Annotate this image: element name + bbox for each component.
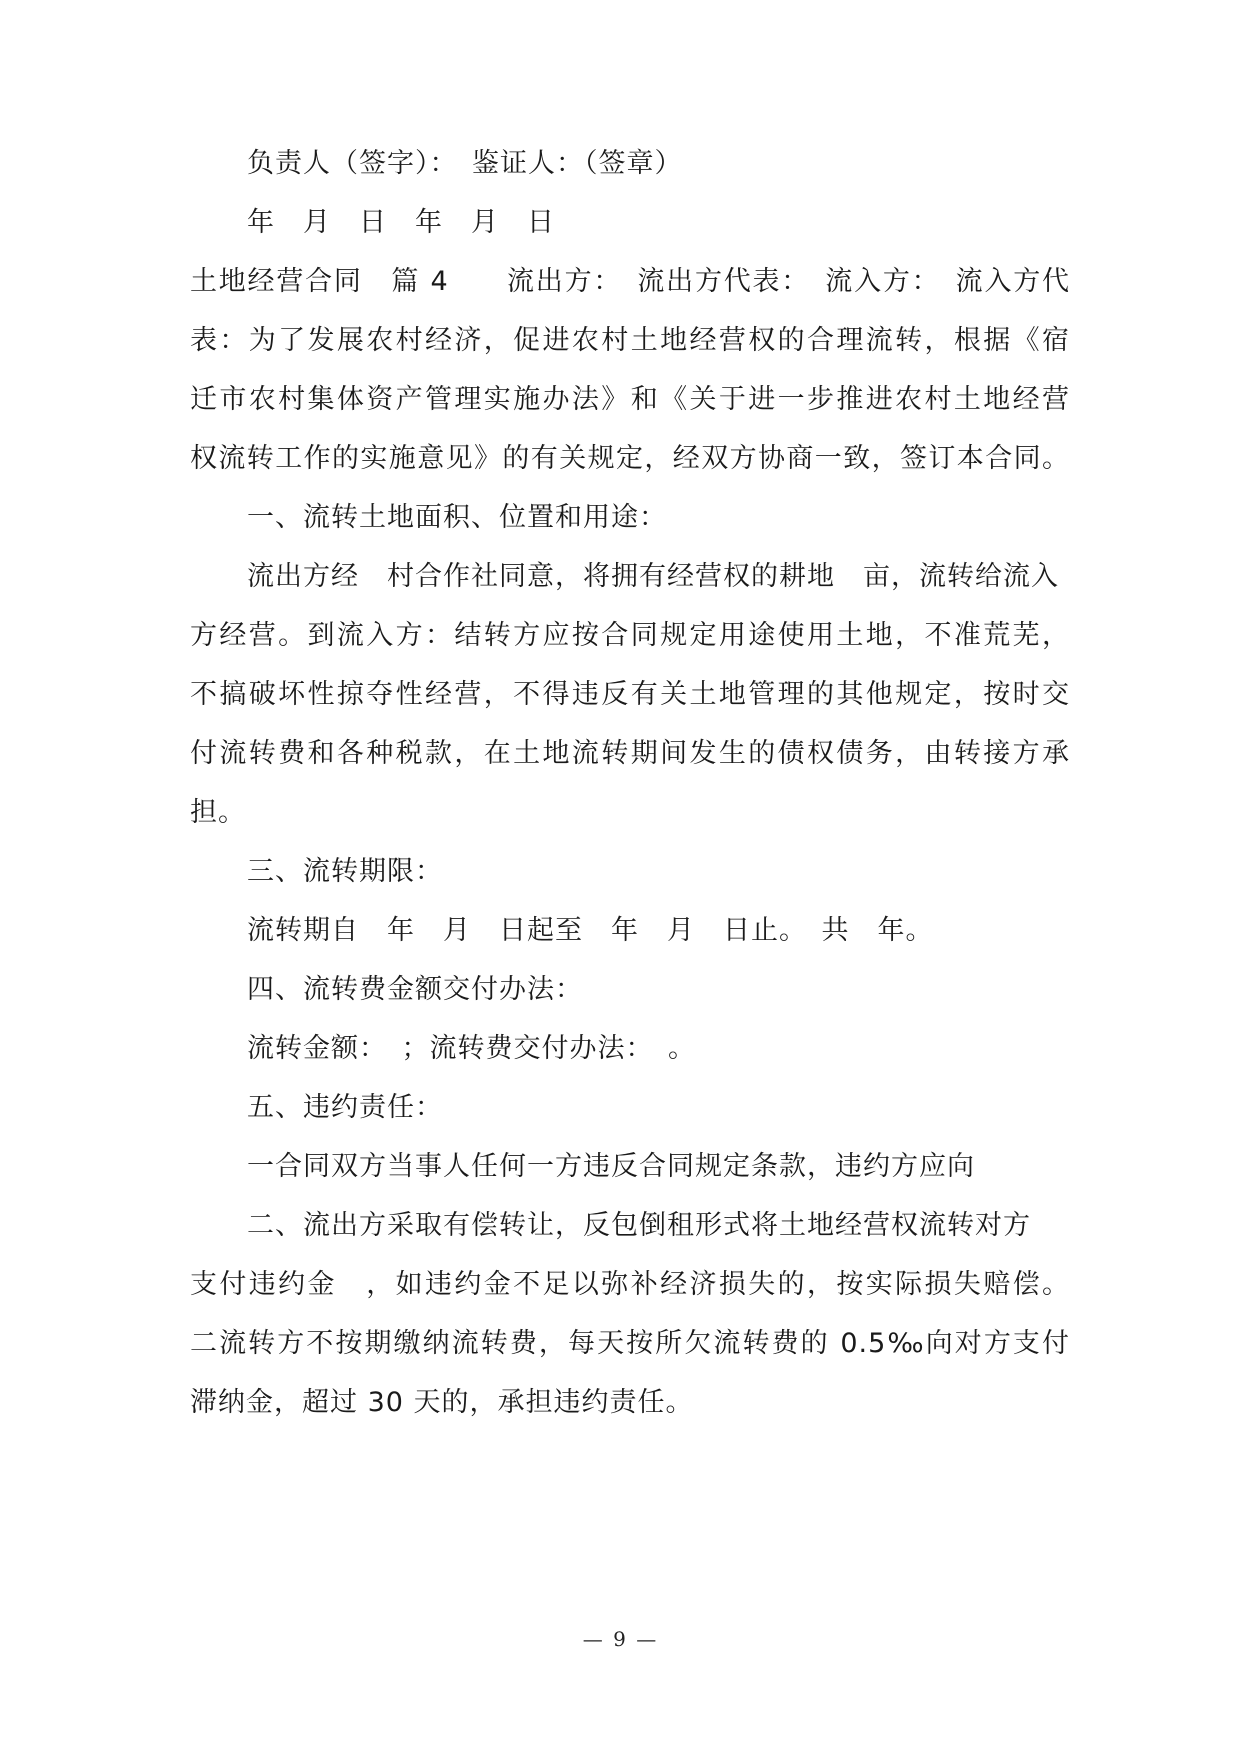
paragraph-line: 付流转费和各种税款，在土地流转期间发生的债权债务，由转接方承	[190, 738, 1070, 769]
section-heading: 四、流转费金额交付办法：	[247, 974, 583, 1005]
paragraph-line: 方经营。到流入方：结转方应按合同规定用途使用土地，不准荒芜，	[190, 620, 1070, 651]
paragraph-line: 表：为了发展农村经济，促进农村土地经营权的合理流转，根据《宿	[190, 325, 1070, 356]
paragraph-line: 支付违约金 ，如违约金不足以弥补经济损失的，按实际损失赔偿。	[190, 1269, 1070, 1300]
section-heading: 一、流转土地面积、位置和用途：	[247, 502, 667, 533]
paragraph-line: 滞纳金，超过 30 天的，承担违约责任。	[190, 1387, 694, 1418]
section-heading: 五、违约责任：	[247, 1092, 443, 1123]
paragraph-line: 流出方经 村合作社同意，将拥有经营权的耕地 亩，流转给流入	[247, 561, 1059, 592]
paragraph-line: 迁市农村集体资产管理实施办法》和《关于进一步推进农村土地经营	[190, 384, 1070, 415]
paragraph-line: 担。	[190, 797, 246, 828]
paragraph-line: 不搞破坏性掠夺性经营，不得违反有关土地管理的其他规定，按时交	[190, 679, 1070, 710]
paragraph-line: 二、流出方采取有偿转让，反包倒租形式将土地经营权流转对方	[247, 1210, 1031, 1241]
page-number: — 9 —	[582, 1627, 659, 1651]
paragraph-line: 二流转方不按期缴纳流转费，每天按所欠流转费的 0.5‰向对方支付	[190, 1328, 1070, 1359]
paragraph-line: 一合同双方当事人任何一方违反合同规定条款，违约方应向	[247, 1151, 975, 1182]
section-heading: 三、流转期限：	[247, 856, 443, 887]
contract-header-line: 土地经营合同 篇 4 流出方： 流出方代表： 流入方： 流入方代	[190, 266, 1070, 297]
paragraph-line: 流转期自 年 月 日起至 年 月 日止。 共 年。	[247, 915, 934, 946]
paragraph-line: 权流转工作的实施意见》的有关规定，经双方协商一致，签订本合同。	[190, 443, 1070, 474]
signature-line: 负责人（签字）： 鉴证人：（签章）	[247, 148, 683, 179]
date-line: 年 月 日 年 月 日	[247, 207, 555, 238]
paragraph-line: 流转金额： ；流转费交付办法： 。	[247, 1033, 696, 1064]
